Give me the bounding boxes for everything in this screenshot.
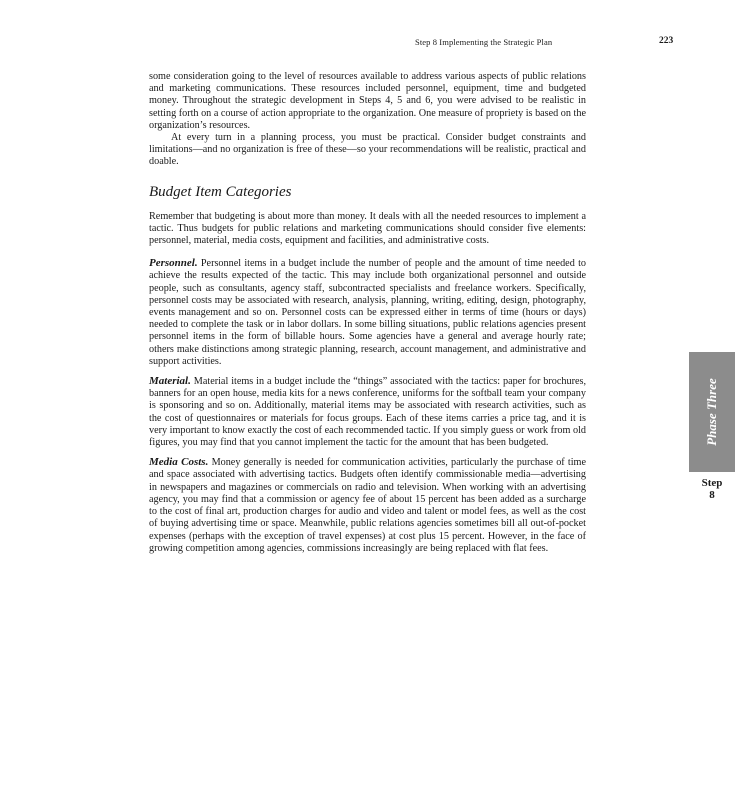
phase-label: Phase Three bbox=[704, 378, 719, 446]
section-intro-paragraph: Remember that budgeting is about more than money. It deals with all the needed resources to implement a tactic. Thus budgets for public relations and marketing communications should consider five elements: personnel, material, media costs, equipment and facilities, and administrative costs. bbox=[149, 210, 586, 247]
personnel-paragraph bbox=[149, 257, 586, 368]
page-body bbox=[149, 71, 586, 555]
material-paragraph bbox=[149, 375, 586, 449]
phase-side-tab bbox=[689, 352, 735, 472]
media-costs-text: Money generally is needed for communication activities, particularly the purchase of time and space associated with advertising tactics. Budgets often identify commissionable media—advertising in newspapers and magazines or commercials on radio and television. When working with an advertising agency, you may find that a commission or agency fee of about 15 percent has been added as a surcharge to the cost of final art, production charges for audio and video and talent or model fees, as well as the cost of buying advertising time or space. Meanwhile, public relations agencies sometimes bill all out-of-pocket expenses (perhaps with the exception of travel expenses) at cost plus 15 percent. However, in the face of growing competition among agencies, commissions increasingly are being replaced with flat fees. bbox=[149, 457, 586, 554]
media-costs-paragraph bbox=[149, 456, 586, 555]
material-heading: Material. bbox=[149, 375, 191, 388]
page-number: 223 bbox=[659, 36, 674, 46]
step-number: 8 bbox=[709, 489, 715, 501]
section-heading: Budget Item Categories bbox=[149, 183, 292, 200]
personnel-heading: Personnel. bbox=[149, 257, 198, 270]
intro-paragraph-2: At every turn in a planning process, you must be practical. Consider budget constraints and limitations—and no organization is free of these—so your recommendations will be realistic, practical and doable. bbox=[149, 132, 586, 168]
step-label: Step bbox=[701, 477, 723, 489]
material-text: Material items in a budget include the “things” associated with the tactics: paper for brochures, banners for an open house, media kits for a news conference, uniforms for the softball team your company is sponsoring and so on. Additionally, material items may be associated with research activities, such as the cost of questionnaires or materials for focus groups. Each of these items carries a price tag, and it is very important to know exactly the cost of each recommended tactic. If you simply guess or work from old figures, you may find that you cannot implement the tactic for the amount that has been budgeted. bbox=[149, 376, 587, 449]
personnel-text: Personnel items in a budget include the number of people and the amount of time needed to achieve the results expected of the tactic. This may include both organizational personnel and outside people, such as consultants, agency staff, subcontracted specialists and freelance workers. Specifically, personnel costs may be associated with research, analysis, planning, writing, editing, design, photography, events management and so on. Personnel costs can be expressed either in terms of time (hours or days) needed to complete the task or in labor dollars. In some billing situations, public relations agencies present personnel items in the form of billable hours. Some agencies have a general and average hourly rate; others make distinctions among strategic planning, research, account management, and administrative and support activities. bbox=[149, 258, 586, 367]
intro-paragraph-1: some consideration going to the level of resources available to address various aspects of public relations and marketing communications. These resources included personnel, equipment, time and budgeted money. Throughout the strategic development in Steps 4, 5 and 6, you were advised to be realistic in setting forth on a course of action appropriate to the organization. One measure of propriety is based on the organization’s resources. bbox=[149, 71, 586, 131]
media-costs-heading: Media Costs. bbox=[149, 456, 209, 469]
running-head: Step 8 Implementing the Strategic Plan bbox=[415, 37, 553, 47]
